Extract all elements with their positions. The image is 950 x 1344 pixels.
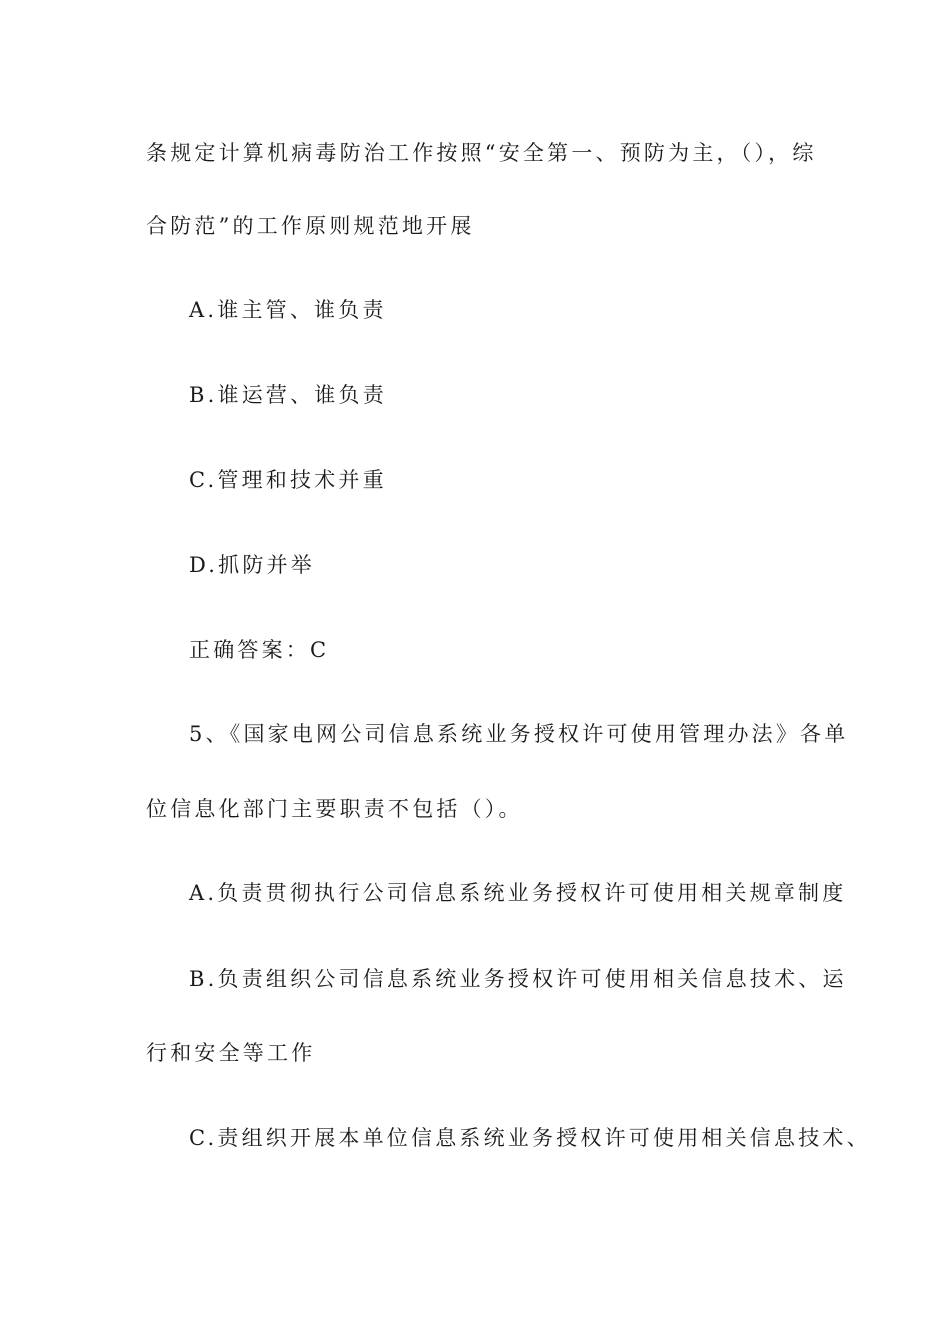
question-4-stem-line-2: 合防范”的工作原则规范地开展 <box>146 214 475 238</box>
question-4-stem-line-1: 条规定计算机病毒防治工作按照“安全第一、预防为主，（），综 <box>146 141 817 165</box>
question-4-answer: 正确答案：C <box>189 638 330 662</box>
question-5-stem-line-1: 5、《国家电网公司信息系统业务授权许可使用管理办法》各单 <box>189 722 849 746</box>
question-5-option-a: A.负责贯彻执行公司信息系统业务授权许可使用相关规章制度 <box>189 881 847 905</box>
question-5-option-b-line-2: 行和安全等工作 <box>146 1041 316 1065</box>
question-5-option-b-line-1: B.负责组织公司信息系统业务授权许可使用相关信息技术、运 <box>189 967 847 991</box>
question-4-option-b: B.谁运营、谁负责 <box>189 383 387 407</box>
question-4-option-c: C.管理和技术并重 <box>189 468 387 492</box>
question-5-option-c-line-1: C.责组织开展本单位信息系统业务授权许可使用相关信息技术、 <box>189 1126 871 1150</box>
question-5-stem-line-2: 位信息化部门主要职责不包括（）。 <box>146 797 523 821</box>
question-4-option-d: D.抓防并举 <box>189 553 315 577</box>
question-4-option-a: A.谁主管、谁负责 <box>189 298 387 322</box>
